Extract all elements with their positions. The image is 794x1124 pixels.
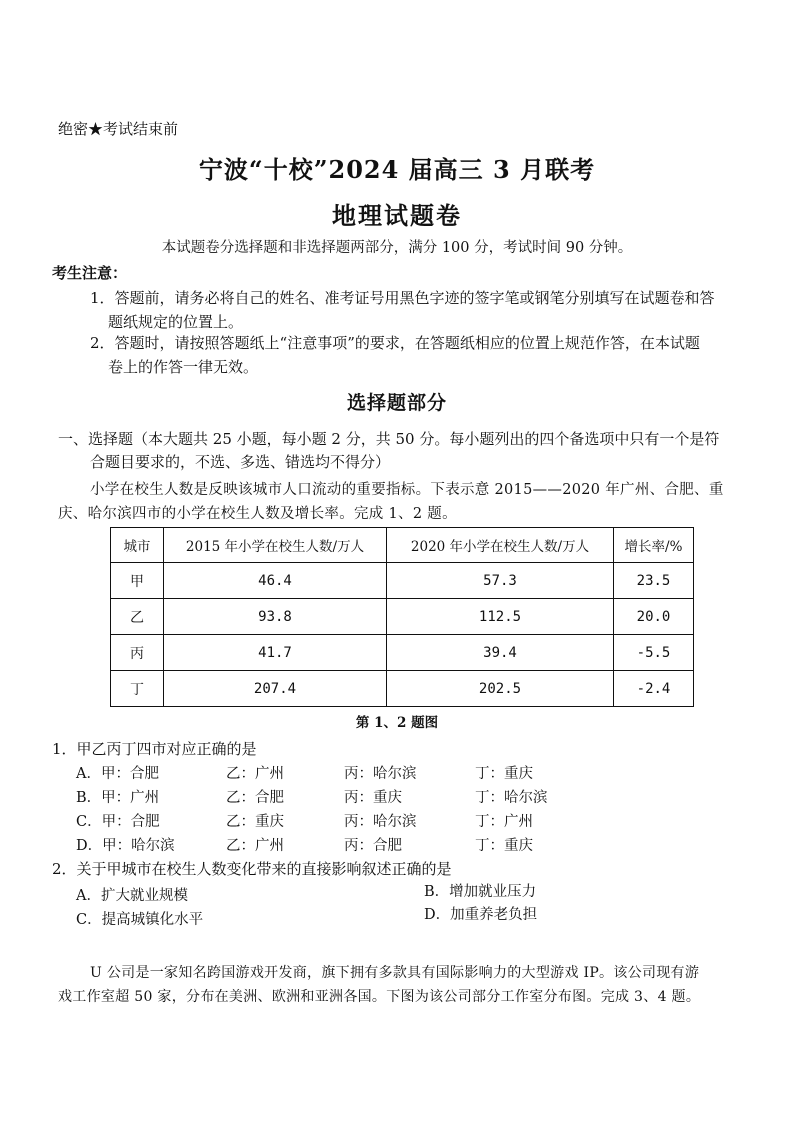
q1-option-b-d: 丁：哈尔滨 <box>475 790 548 806</box>
table-row <box>111 671 694 707</box>
stimulus-2-line-2: 戏工作室超 50 家，分布在美洲、欧洲和亚洲各国。下图为该公司部分工作室分布图。完成 3、4 题。 <box>58 989 701 1005</box>
q1-option-b-c: 丙：重庆 <box>344 790 402 806</box>
table-cell: -2.4 <box>614 671 694 707</box>
table-cell: 57.3 <box>387 563 614 599</box>
table-cell: 112.5 <box>387 599 614 635</box>
q1-option-b: B．甲：广州 <box>76 790 160 806</box>
q2-option-d: D．加重养老负担 <box>424 907 538 923</box>
table-header-cell: 2020 年小学在校生人数/万人 <box>387 528 614 563</box>
exam-intro: 本试题卷分选择题和非选择题两部分，满分 100 分，考试时间 90 分钟。 <box>161 240 633 256</box>
table-cell: 23.5 <box>614 563 694 599</box>
section-intro-line-2: 合题目要求的，不选、多选、错选均不得分） <box>90 453 391 471</box>
q1-option-a-d: 丁：重庆 <box>475 766 533 782</box>
table-cell: 93.8 <box>164 599 387 635</box>
question-2-stem: 2．关于甲城市在校生人数变化带来的直接影响叙述正确的是 <box>52 860 452 878</box>
q2-option-c: C．提高城镇化水平 <box>76 912 204 928</box>
q1-option-a: A．甲：合肥 <box>76 766 159 782</box>
question-1-stem: 1．甲乙丙丁四市对应正确的是 <box>52 740 257 758</box>
table-cell: 46.4 <box>164 563 387 599</box>
table-row <box>111 563 694 599</box>
q1-option-d-b: 乙：广州 <box>226 838 284 854</box>
q1-option-d-d: 丁：重庆 <box>475 838 533 854</box>
notice-item-1-line-2: 题纸规定的位置上。 <box>108 313 244 331</box>
table-cell: 乙 <box>111 599 164 635</box>
section-heading: 选择题部分 <box>346 392 447 414</box>
q1-option-a-b: 乙：广州 <box>226 766 284 782</box>
exam-subtitle: 地理试题卷 <box>332 201 462 230</box>
table-row <box>111 635 694 671</box>
table-cell: 39.4 <box>387 635 614 671</box>
q1-option-c-d: 丁：广州 <box>475 814 533 830</box>
confidential-label: 绝密★考试结束前 <box>58 120 179 138</box>
q1-option-c-c: 丙：哈尔滨 <box>344 814 417 830</box>
stimulus-1-line-1: 小学在校生人数是反映该城市人口流动的重要指标。下表示意 2015——2020 年广州、合肥、重 <box>90 482 724 498</box>
notice-item-1-line-1: 1．答题前，请务必将自己的姓名、准考证号用黑色字迹的签字笔或钢笔分别填写在试题卷和答 <box>90 289 715 307</box>
q1-option-a-c: 丙：哈尔滨 <box>344 766 417 782</box>
table-row <box>111 599 694 635</box>
section-intro-line-1: 一、选择题（本大题共 25 小题，每小题 2 分，共 50 分。每小题列出的四个备选项中只有一个是符 <box>58 430 720 448</box>
q1-option-c: C．甲：合肥 <box>76 814 160 830</box>
table-cell: -5.5 <box>614 635 694 671</box>
stimulus-1-line-2: 庆、哈尔滨四市的小学在校生人数及增长率。完成 1、2 题。 <box>58 506 457 522</box>
table-cell: 丙 <box>111 635 164 671</box>
table-cell: 丁 <box>111 671 164 707</box>
q1-option-d: D．甲：哈尔滨 <box>76 838 175 854</box>
table-cell: 41.7 <box>164 635 387 671</box>
q1-option-d-c: 丙：合肥 <box>344 838 402 854</box>
table-cell: 20.0 <box>614 599 694 635</box>
student-population-table <box>110 527 694 707</box>
q1-option-b-b: 乙：合肥 <box>226 790 284 806</box>
exam-title: 宁波“十校”2024 届高三 3 月联考 <box>198 155 596 184</box>
q2-option-a: A．扩大就业规模 <box>76 888 188 904</box>
table-cell: 207.4 <box>164 671 387 707</box>
table-caption: 第 1、2 题图 <box>355 715 439 731</box>
table-cell: 202.5 <box>387 671 614 707</box>
notice-item-2-line-2: 卷上的作答一律无效。 <box>108 358 259 376</box>
table-cell: 甲 <box>111 563 164 599</box>
table-header-cell: 城市 <box>111 528 164 563</box>
stimulus-2-line-1: U 公司是一家知名跨国游戏开发商，旗下拥有多款具有国际影响力的大型游戏 IP。该公司现有游 <box>90 965 700 981</box>
table-header-cell: 2015 年小学在校生人数/万人 <box>164 528 387 563</box>
q1-option-c-b: 乙：重庆 <box>226 814 284 830</box>
table-header-row <box>111 528 694 563</box>
table-header-cell: 增长率/% <box>614 528 694 563</box>
q2-option-b: B．增加就业压力 <box>424 884 537 900</box>
notice-item-2-line-1: 2．答题时，请按照答题纸上“注意事项”的要求，在答题纸相应的位置上规范作答，在本试题 <box>90 334 700 352</box>
notice-heading: 考生注意： <box>52 264 128 282</box>
